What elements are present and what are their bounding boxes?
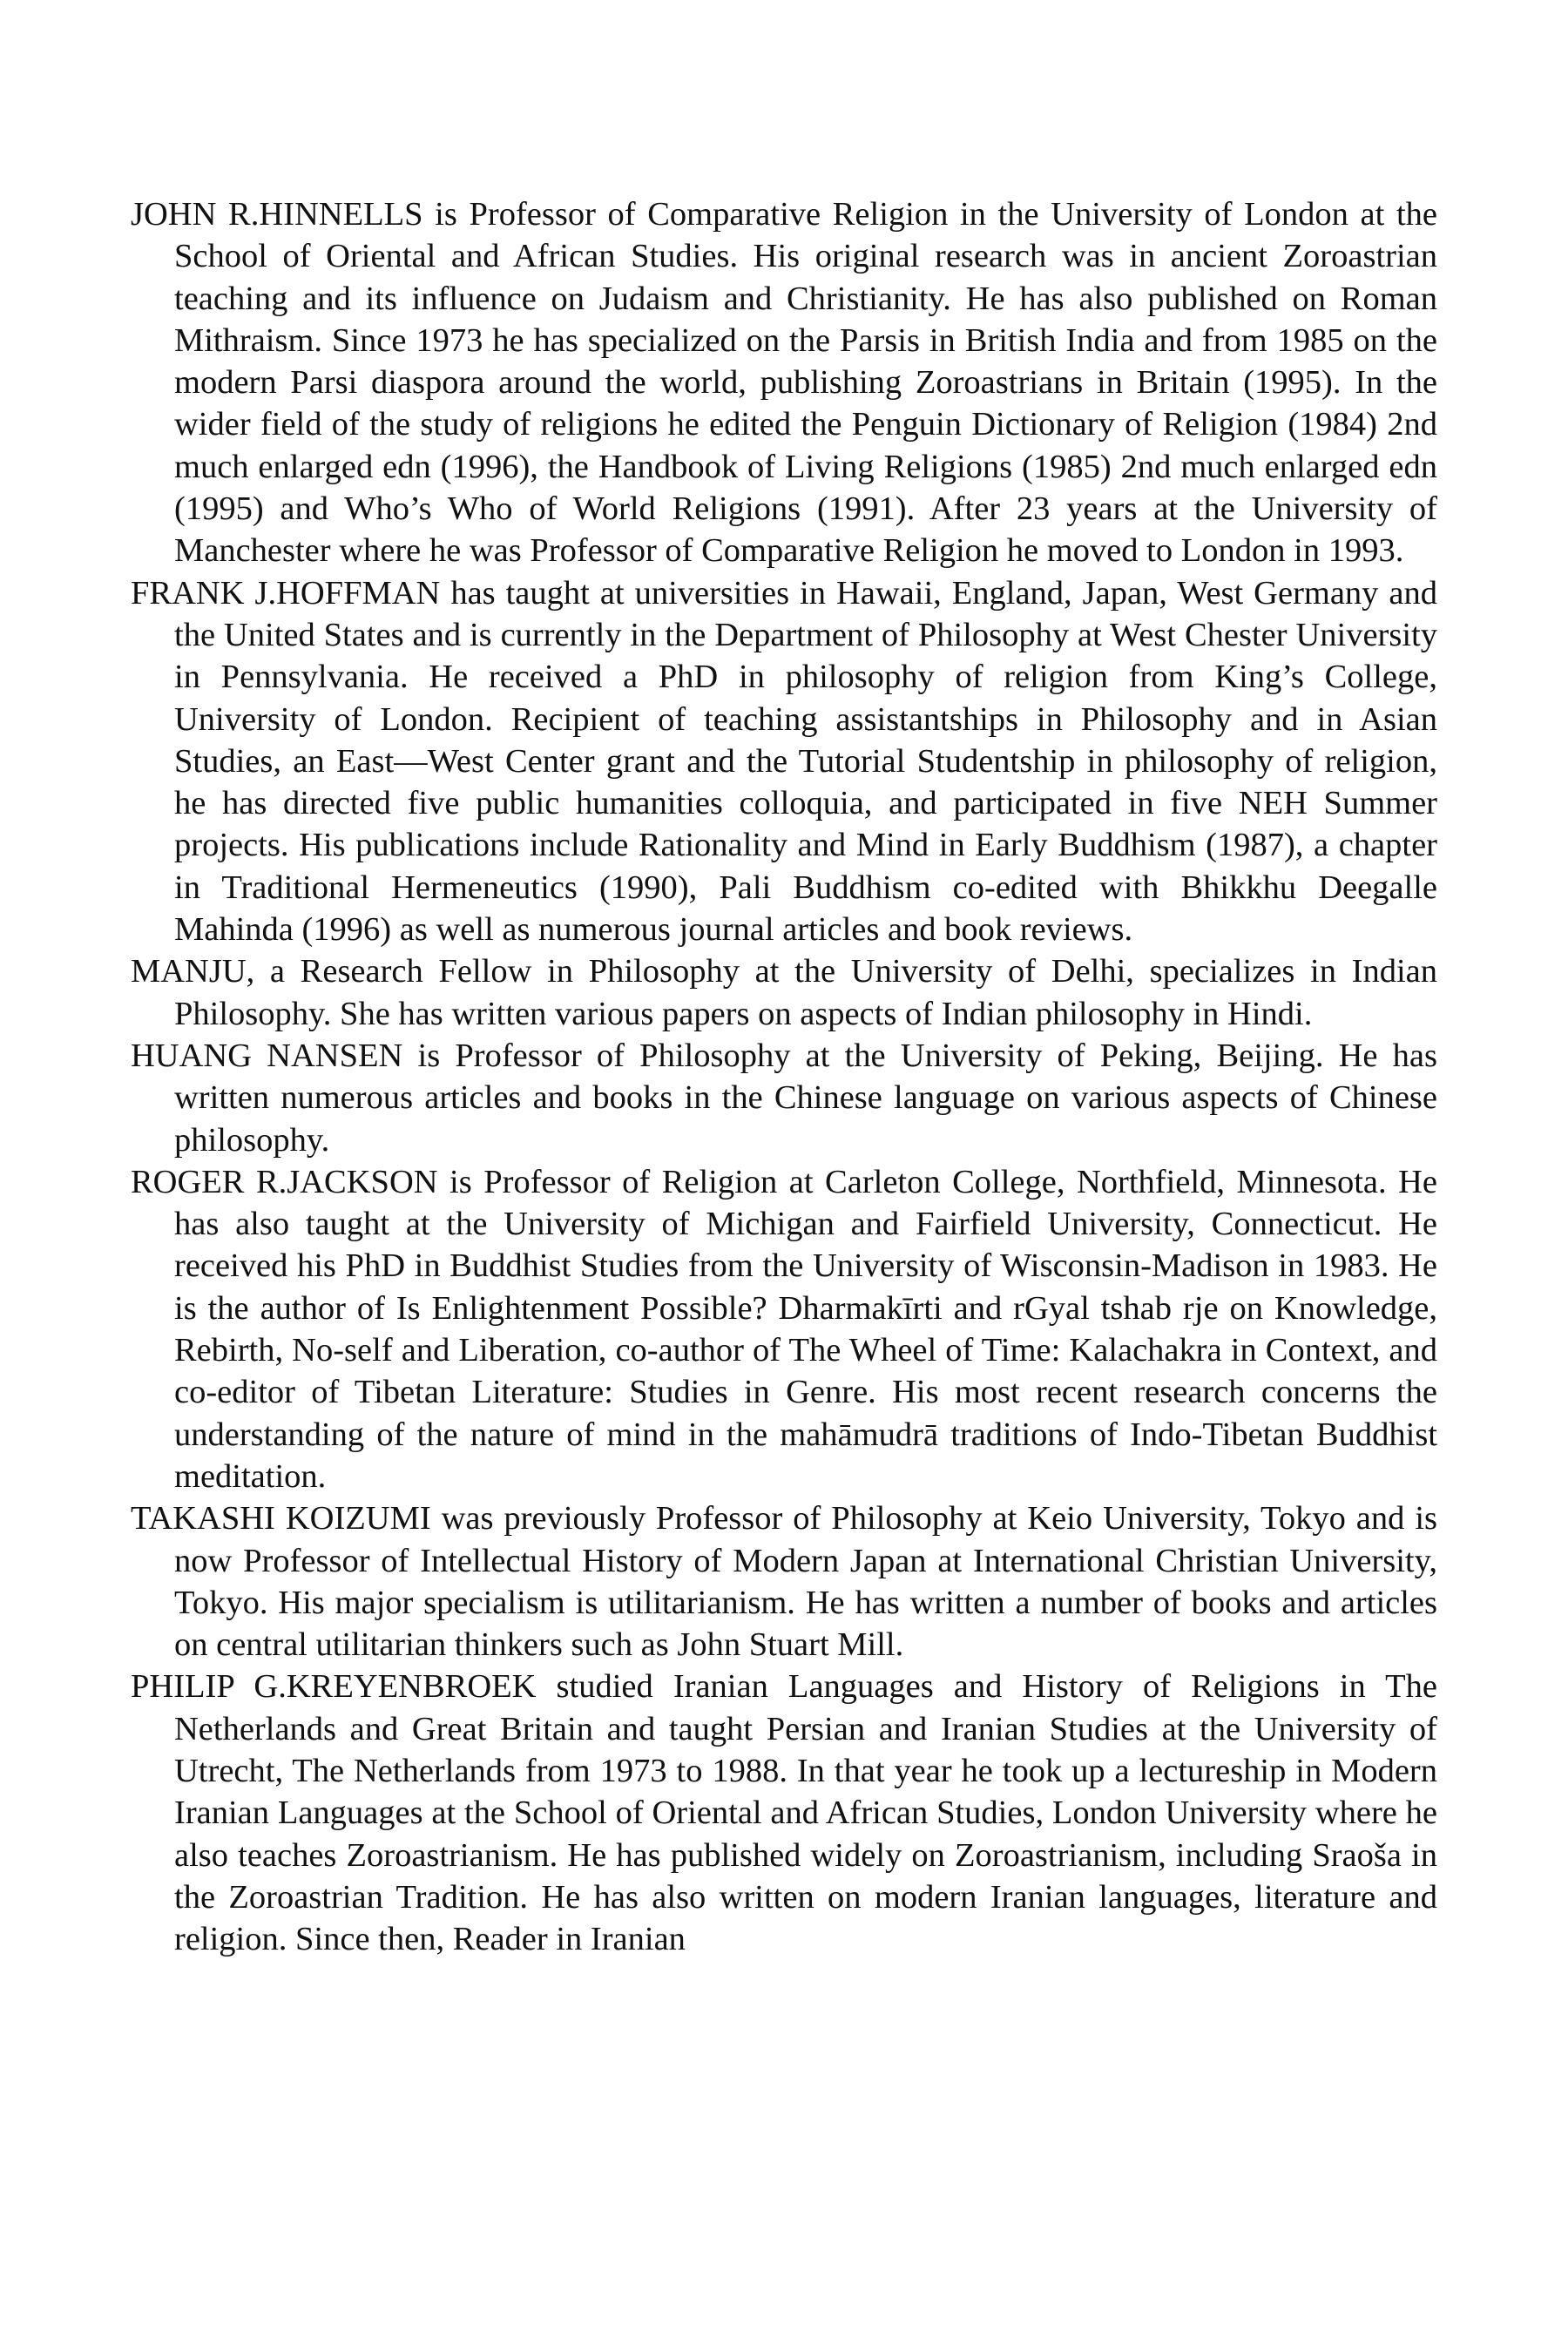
contributor-entry-manju: MANJU, a Research Fellow in Philosophy at the University of Delhi, specializes in Indian Philosophy. She has written various papers on aspects of Indian philosophy in Hindi. <box>131 953 1437 1032</box>
contributors-page <box>131 193 1437 1960</box>
contributor-entry-jackson: ROGER R.JACKSON is Professor of Religion at Carleton College, Northfield, Minnesota. He has also taught at the University of Michigan and Fairfield University, Connecticut. He received his PhD in Buddhist Studies from the University of Wisconsin-Madison in 1983. He is the author of Is Enlightenment Possible? Dharmakīrti and rGyal tshab rje on Knowledge, Rebirth, No-self and Liberation, co-author of The Wheel of Time: Kalachakra in Context, and co-editor of Tibetan Literature: Studies in Genre. His most recent research concerns the understanding of the nature of mind in the mahāmudrā traditions of Indo-Tibetan Buddhist meditation. <box>131 1163 1437 1495</box>
contributor-entry-kreyenbroek: PHILIP G.KREYENBROEK studied Iranian Languages and History of Religions in The Netherlands and Great Britain and taught Persian and Iranian Studies at the University of Utrecht, The Netherlands from 1973 to 1988. In that year he took up a lectureship in Modern Iranian Languages at the School of Oriental and African Studies, London University where he also teaches Zoroastrianism. He has published widely on Zoroastrianism, including Sraoša in the Zoroastrian Tradition. He has also written on modern Iranian languages, literature and religion. Since then, Reader in Iranian <box>131 1668 1437 1958</box>
contributor-entry-koizumi: TAKASHI KOIZUMI was previously Professor of Philosophy at Keio University, Tokyo and is now Professor of Intellectual History of Modern Japan at International Christian University, Tokyo. His major specialism is utilitarianism. He has written a number of books and articles on central utilitarian thinkers such as John Stuart Mill. <box>131 1500 1437 1664</box>
contributor-entry-huang-nansen: HUANG NANSEN is Professor of Philosophy at the University of Peking, Beijing. He has written numerous articles and books in the Chinese language on various aspects of Chinese philosophy. <box>131 1037 1437 1159</box>
contributor-entry-hoffman: FRANK J.HOFFMAN has taught at universities in Hawaii, England, Japan, West Germany and the United States and is currently in the Department of Philosophy at West Chester University in Pennsylvania. He received a PhD in philosophy of religion from King’s College, University of London. Recipient of teaching assistantships in Philosophy and in Asian Studies, an East—West Center grant and the Tutorial Studentship in philosophy of religion, he has directed five public humanities colloquia, and participated in five NEH Summer projects. His publications include Rationality and Mind in Early Buddhism (1987), a chapter in Traditional Hermeneutics (1990), Pali Buddhism co-edited with Bhikkhu Deegalle Mahinda (1996) as well as numerous journal articles and book reviews. <box>131 574 1437 949</box>
contributor-entry-hinnells: JOHN R.HINNELLS is Professor of Comparative Religion in the University of London at the School of Oriental and African Studies. His original research was in ancient Zoroastrian teaching and its influence on Judaism and Christianity. He has also published on Roman Mithraism. Since 1973 he has specialized on the Parsis in British India and from 1985 on the modern Parsi diaspora around the world, publishing Zoroastrians in Britain (1995). In the wider field of the study of religions he edited the Penguin Dictionary of Religion (1984) 2nd much enlarged edn (1996), the Handbook of Living Religions (1985) 2nd much enlarged edn (1995) and Who’s Who of World Religions (1991). After 23 years at the University of Manchester where he was Professor of Comparative Religion he moved to London in 1993. <box>131 196 1437 570</box>
